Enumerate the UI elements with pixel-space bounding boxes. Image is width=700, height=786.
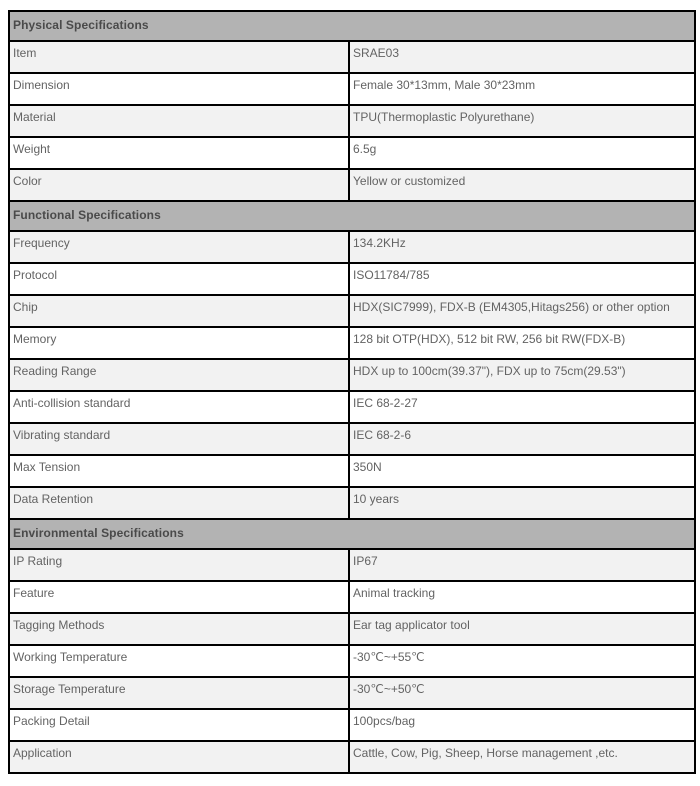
spec-label: Item [9,41,349,73]
spec-label: Max Tension [9,455,349,487]
section-title: Functional Specifications [9,201,695,231]
spec-value: HDX up to 100cm(39.37"), FDX up to 75cm(29.53") [349,359,695,391]
specifications-table [8,10,696,774]
table-row [9,645,695,677]
spec-label: Anti-collision standard [9,391,349,423]
table-row [9,41,695,73]
section-title: Physical Specifications [9,11,695,41]
spec-label: Storage Temperature [9,677,349,709]
table-row [9,709,695,741]
spec-label: Application [9,741,349,773]
table-row [9,327,695,359]
specifications-table-body [9,11,695,773]
spec-label: IP Rating [9,549,349,581]
spec-value: Cattle, Cow, Pig, Sheep, Horse management ,etc. [349,741,695,773]
section-title: Environmental Specifications [9,519,695,549]
spec-value: Female 30*13mm, Male 30*23mm [349,73,695,105]
spec-value: IEC 68-2-6 [349,423,695,455]
spec-label: Vibrating standard [9,423,349,455]
table-row [9,169,695,201]
spec-value: TPU(Thermoplastic Polyurethane) [349,105,695,137]
table-row [9,295,695,327]
table-row [9,741,695,773]
table-row [9,105,695,137]
table-row [9,359,695,391]
spec-value: 6.5g [349,137,695,169]
section-header-row [9,11,695,41]
spec-label: Chip [9,295,349,327]
spec-value: -30℃~+50℃ [349,677,695,709]
spec-value: 10 years [349,487,695,519]
spec-label: Reading Range [9,359,349,391]
spec-value: 350N [349,455,695,487]
spec-value: -30℃~+55℃ [349,645,695,677]
section-header-row [9,519,695,549]
table-row [9,137,695,169]
section-header-row [9,201,695,231]
spec-value: Ear tag applicator tool [349,613,695,645]
spec-value: 100pcs/bag [349,709,695,741]
table-row [9,613,695,645]
table-row [9,487,695,519]
table-row [9,423,695,455]
table-row [9,263,695,295]
spec-label: Packing Detail [9,709,349,741]
spec-label: Frequency [9,231,349,263]
spec-label: Dimension [9,73,349,105]
spec-label: Protocol [9,263,349,295]
spec-label: Color [9,169,349,201]
table-row [9,549,695,581]
table-row [9,73,695,105]
table-row [9,391,695,423]
spec-value: ISO11784/785 [349,263,695,295]
spec-value: IP67 [349,549,695,581]
table-row [9,581,695,613]
spec-value: Animal tracking [349,581,695,613]
spec-label: Feature [9,581,349,613]
spec-value: 134.2KHz [349,231,695,263]
spec-label: Memory [9,327,349,359]
spec-label: Weight [9,137,349,169]
spec-value: HDX(SIC7999), FDX-B (EM4305,Hitags256) or other option [349,295,695,327]
table-row [9,231,695,263]
spec-value: IEC 68-2-27 [349,391,695,423]
spec-value: 128 bit OTP(HDX), 512 bit RW, 256 bit RW(FDX-B) [349,327,695,359]
spec-value: Yellow or customized [349,169,695,201]
table-row [9,455,695,487]
spec-label: Working Temperature [9,645,349,677]
spec-label: Material [9,105,349,137]
spec-label: Tagging Methods [9,613,349,645]
spec-value: SRAE03 [349,41,695,73]
spec-label: Data Retention [9,487,349,519]
table-row [9,677,695,709]
